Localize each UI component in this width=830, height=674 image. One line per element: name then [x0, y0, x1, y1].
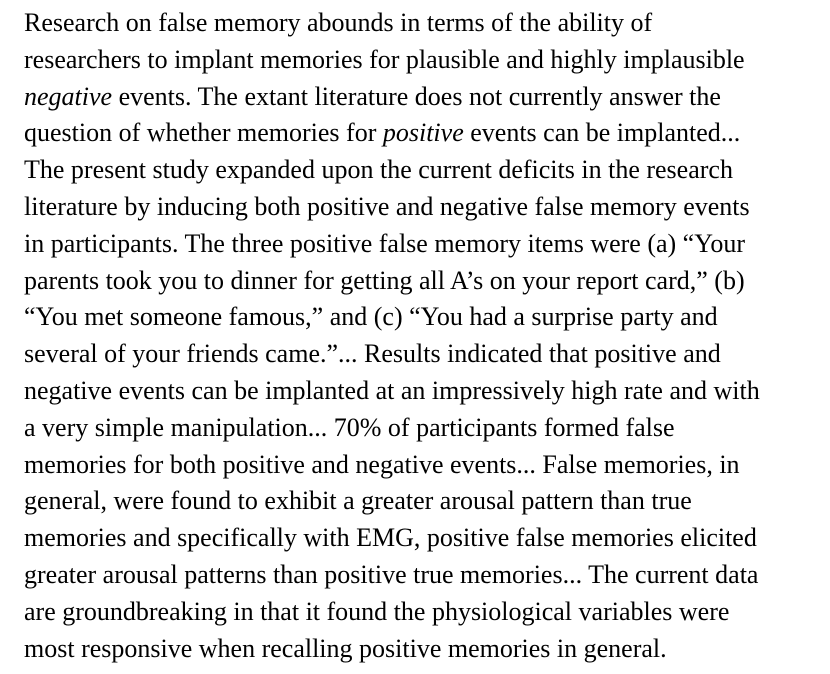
text-line: “You met someone famous,” and (c) “You had a surprise party and: [24, 302, 718, 332]
text-line: general, were found to exhibit a greater arousal pattern than true: [24, 486, 692, 516]
text-line: in participants. The three positive false memory items were (a) “Your: [24, 228, 746, 258]
text-line: negative events. The extant literature does not currently answer the: [24, 81, 721, 111]
text-line: are groundbreaking in that it found the physiological variables were: [24, 596, 730, 626]
text-line: memories and specifically with EMG, positive false memories elicited: [24, 523, 757, 553]
text-line: greater arousal patterns than positive true memories... The current data: [24, 559, 759, 589]
text-line: memories for both positive and negative events... False memories, in: [24, 449, 740, 479]
text-line: most responsive when recalling positive memories in general.: [24, 633, 667, 663]
text-line: researchers to implant memories for plausible and highly implausible: [24, 44, 745, 74]
excerpt-text-block: [24, 5, 824, 667]
text-line: question of whether memories for positive events can be implanted...: [24, 118, 741, 148]
text-line: a very simple manipulation... 70% of participants formed false: [24, 412, 675, 442]
text-line: negative events can be implanted at an impressively high rate and with: [24, 375, 760, 405]
text-line: several of your friends came.”... Results indicated that positive and: [24, 339, 721, 369]
text-line: Research on false memory abounds in terms of the ability of: [24, 8, 653, 37]
text-line: literature by inducing both positive and negative false memory events: [24, 191, 750, 221]
emphasis-negative: negative: [24, 81, 113, 111]
emphasis-positive: positive: [382, 118, 464, 148]
text-line: The present study expanded upon the current deficits in the research: [24, 155, 733, 185]
text-line: parents took you to dinner for getting all A’s on your report card,” (b): [24, 265, 745, 295]
